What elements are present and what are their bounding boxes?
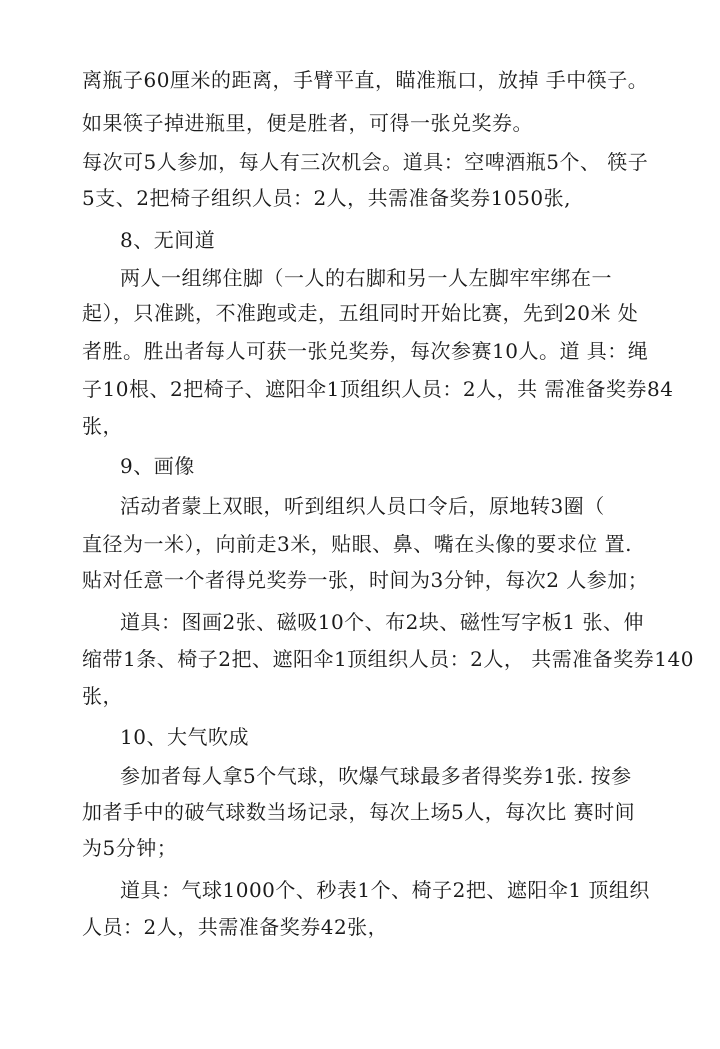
section-heading: 10、大气吹成: [120, 725, 249, 749]
text-line: 参加者每人拿5个气球，吹爆气球最多者得奖券1张. 按参: [120, 764, 632, 788]
text-line: 5支、2把椅子组织人员：2人，共需准备奖券1050张,: [82, 186, 571, 210]
text-line: 道具：气球1000个、秒表1个、椅子2把、遮阳伞1 顶组织: [120, 878, 650, 902]
text-line: 者胜。胜出者每人可获一张兑奖券，每次参赛10人。道 具：绳: [82, 339, 649, 363]
text-line: 道具：图画2张、磁吸10个、布2块、磁性写字板1 张、伸: [120, 610, 644, 634]
text-line: 如果筷子掉进瓶里，便是胜者，可得一张兑奖券。: [82, 111, 533, 135]
text-line: 缩带1条、椅子2把、遮阳伞1顶组织人员：2人， 共需准备奖券140: [82, 647, 694, 671]
text-line: 为5分钟；: [82, 836, 178, 860]
section-heading: 9、画像: [120, 454, 195, 478]
text-line: 两人一组绑住脚（一人的右脚和另一人左脚牢牢绑在一: [120, 266, 612, 290]
text-line: 贴对任意一个者得兑奖券一张，时间为3分钟，每次2 人参加；: [82, 568, 649, 592]
text-line: 离瓶子60厘米的距离，手臂平直，瞄准瓶口，放掉 手中筷子。: [82, 68, 649, 92]
text-line: 直径为一米），向前走3米，贴眼、鼻、嘴在头像的要求位 置.: [82, 532, 632, 556]
text-line: 子10根、2把椅子、遮阳伞1顶组织人员：2人，共 需准备奖券84: [82, 377, 674, 401]
text-line: 加者手中的破气球数当场记录，每次上场5人，每次比 赛时间: [82, 800, 636, 824]
text-line: 每次可5人参加，每人有三次机会。道具：空啤酒瓶5个、 筷子: [82, 150, 649, 174]
section-heading: 8、无间道: [120, 228, 216, 252]
text-line: 张，: [82, 414, 123, 438]
text-line: 人员：2人，共需准备奖券42张，: [82, 915, 389, 939]
text-line: 起），只准跳，不准跑或走，五组同时开始比赛，先到20米 处: [82, 301, 639, 325]
text-line: 活动者蒙上双眼，听到组织人员口令后，原地转3圈（: [120, 494, 605, 518]
text-line: 张，: [82, 684, 123, 708]
